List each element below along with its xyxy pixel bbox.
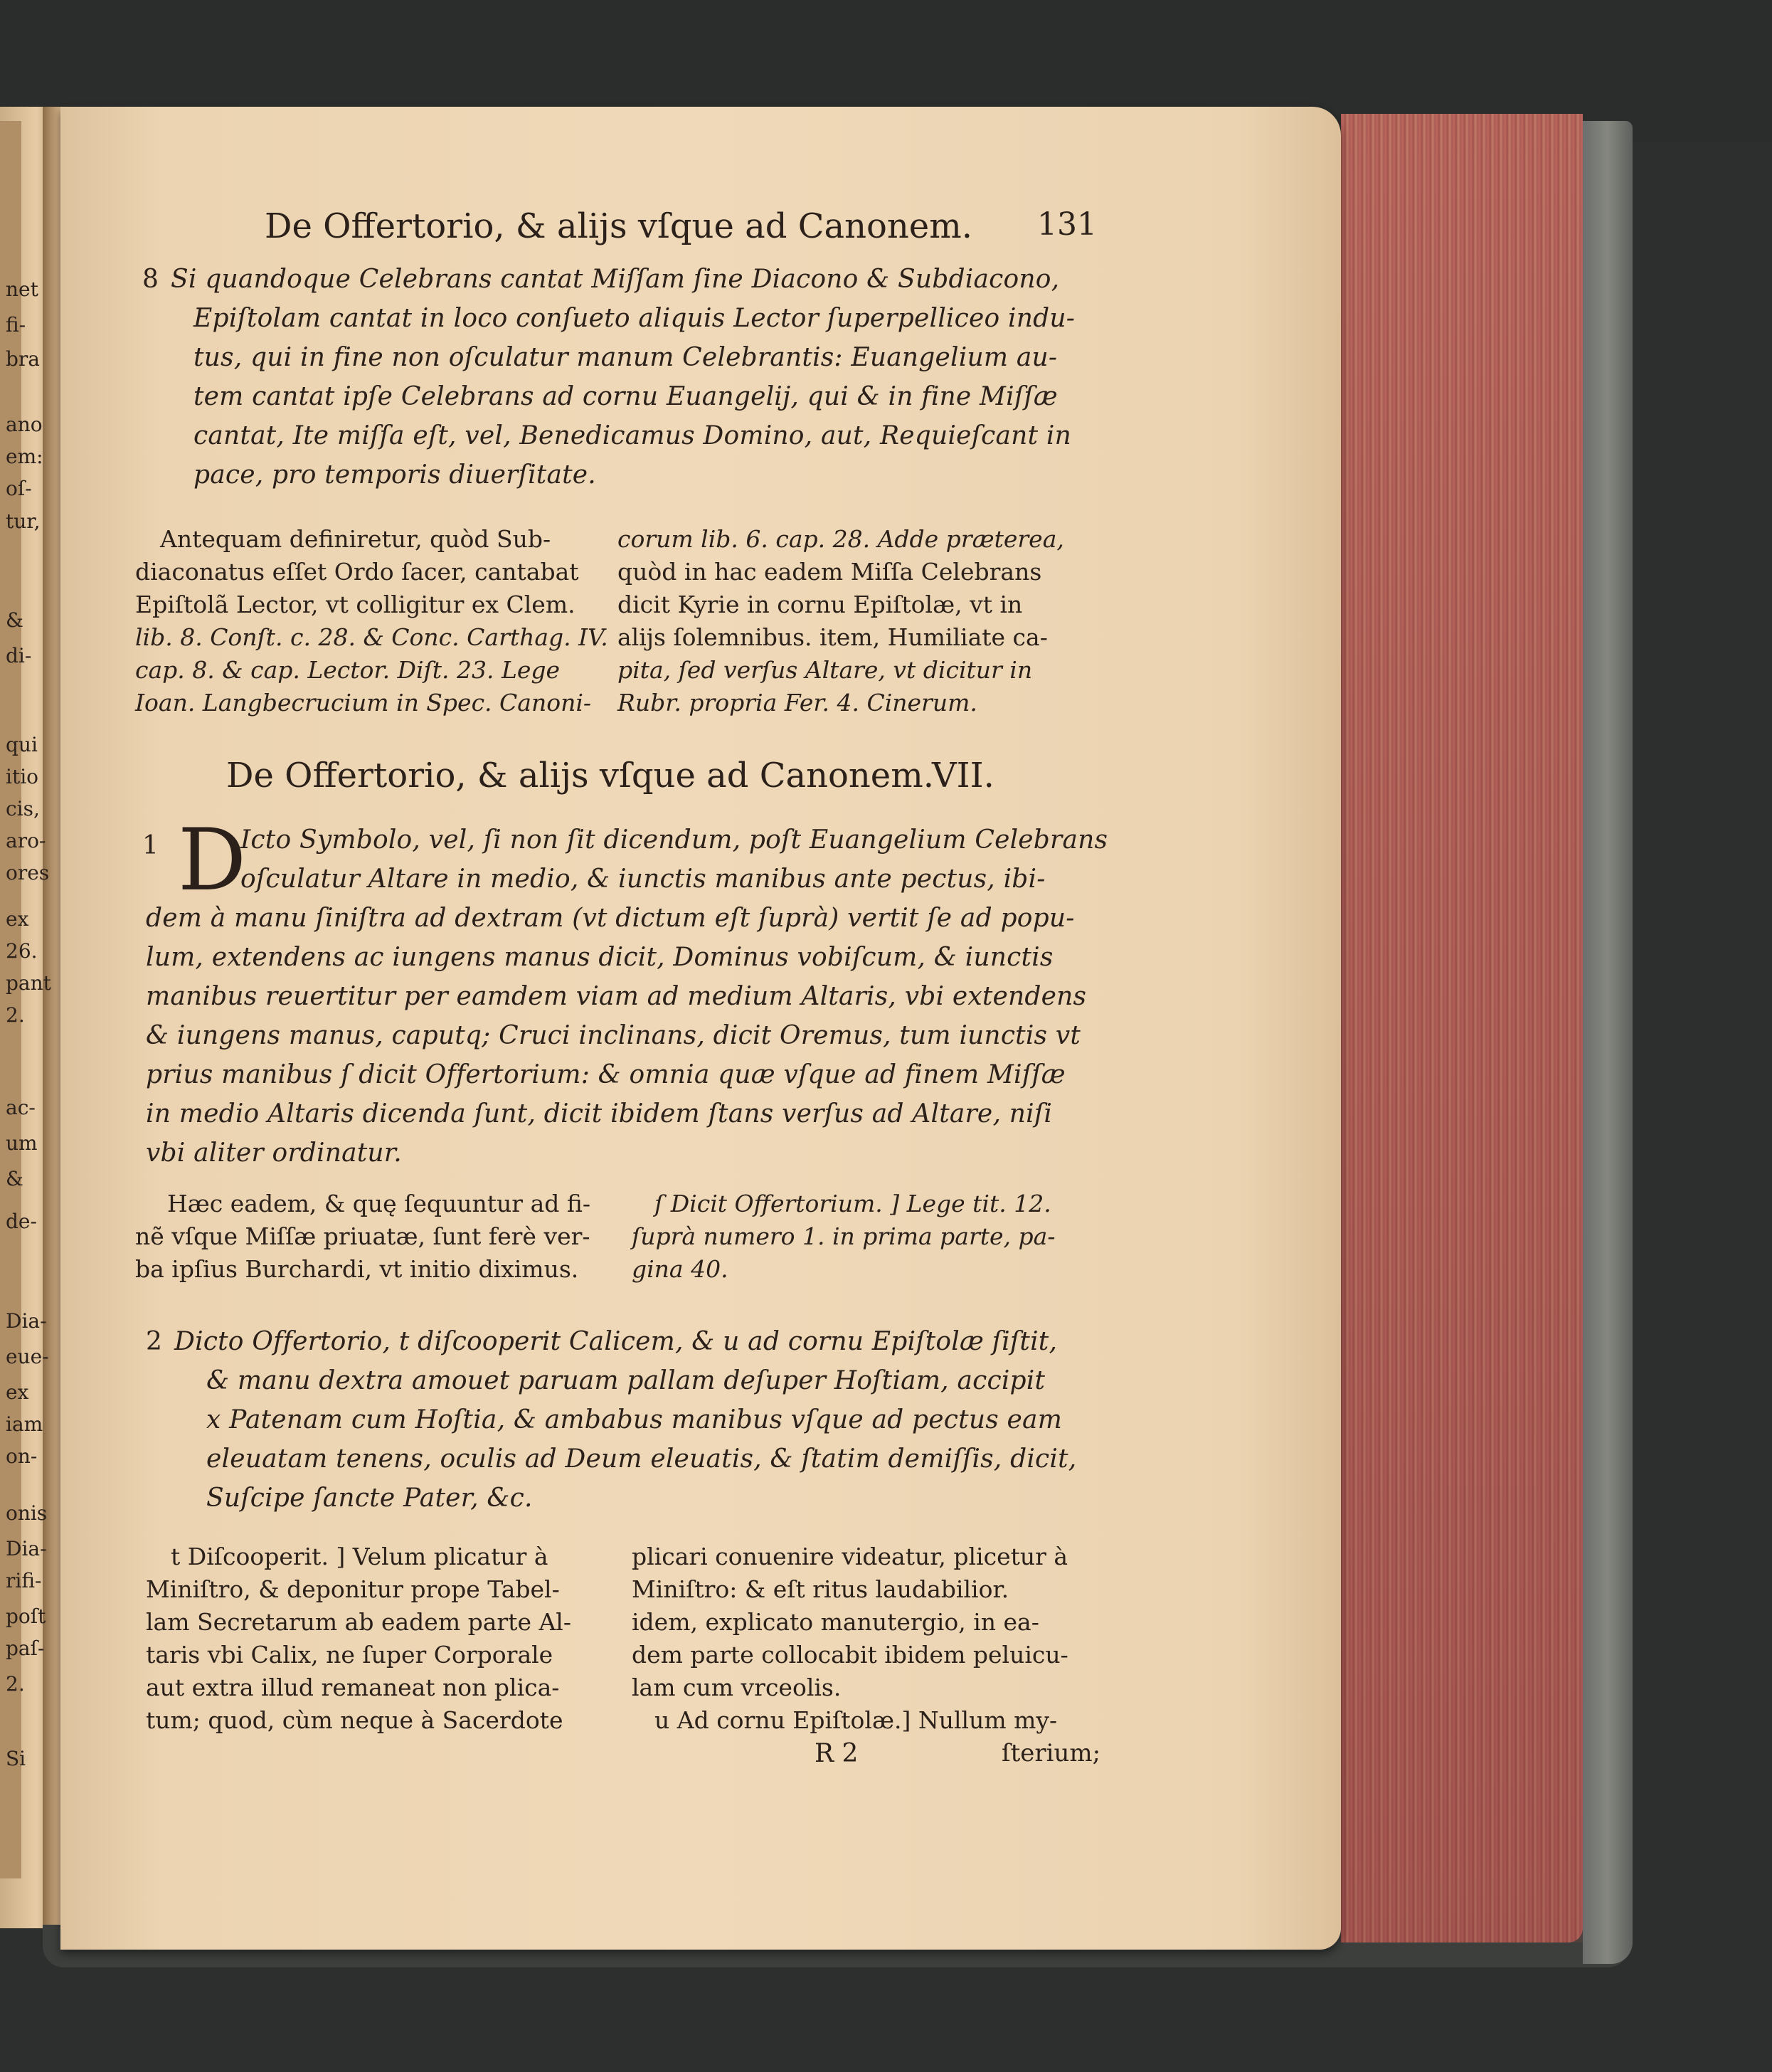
running-title: De Offertorio, & alijs vſque ad Canonem. — [265, 206, 972, 246]
rubric-line: Suſcipe ſancte Pater, &c. — [206, 1484, 533, 1513]
commentary-line: quòd in hac eadem Miſſa Celebrans — [617, 558, 1042, 586]
commentary-line: Miniſtro, & deponitur prope Tabel- — [146, 1575, 560, 1603]
rubric-line: lum, extendens ac iungens manus dicit, Dominus vobiſcum, & iunctis — [146, 943, 1054, 972]
margin-fragment: rifi- — [6, 1569, 42, 1592]
margin-fragment: tur, — [6, 509, 41, 533]
rubric-line: tem cantat ipſe Celebrans ad cornu Euangelij, qui & in fine Miſſæ — [193, 382, 1058, 411]
signature-mark: R 2 — [815, 1739, 859, 1768]
margin-fragment: 2. — [6, 1672, 25, 1696]
commentary-line: taris vbi Calix, ne ſuper Corporale — [146, 1641, 553, 1669]
commentary-line: idem, explicato manutergio, in ea- — [632, 1608, 1039, 1636]
rubric-line: Dicto Offertorio, t diſcooperit Calicem, & u ad cornu Epiſtolæ ſiſtit, — [174, 1327, 1058, 1356]
rubric-line: & iungens manus, caputq; Cruci inclinans, dicit Oremus, tum iunctis vt — [146, 1021, 1081, 1050]
rubric-line: x Patenam cum Hoſtia, & ambabus manibus vſque ad pectus eam — [206, 1405, 1063, 1434]
drop-cap: D — [178, 811, 247, 910]
rubric-number: 8 — [142, 265, 159, 294]
commentary-line: dem parte collocabit ibidem peluicu- — [632, 1641, 1068, 1669]
margin-fragment: Dia- — [6, 1309, 47, 1333]
commentary-line: corum lib. 6. cap. 28. Adde præterea, — [617, 525, 1064, 553]
rubric-line: vbi aliter ordinatur. — [146, 1138, 402, 1168]
commentary-line: cap. 8. & cap. Lector. Diſt. 23. Lege — [135, 656, 561, 684]
commentary-line: gina 40. — [632, 1255, 728, 1283]
margin-fragment: itio — [6, 765, 39, 788]
rubric-line: Icto Symbolo, vel, ſi non ſit dicendum, poſt Euangelium Celebrans — [240, 825, 1108, 855]
margin-fragment: ano — [6, 413, 43, 436]
margin-fragment: paſ- — [6, 1637, 45, 1660]
rubric-line: Epiſtolam cantat in loco conſueto aliquis Lector ſuperpelliceo indu- — [193, 304, 1076, 333]
commentary-line: Antequam definiretur, quòd Sub- — [160, 525, 551, 553]
commentary-line: dicit Kyrie in cornu Epiſtolæ, vt in — [617, 591, 1023, 618]
margin-fragment: ores — [6, 861, 50, 884]
margin-fragment: bra — [6, 347, 41, 371]
rubric-line: in medio Altaris dicenda ſunt, dicit ibidem ſtans verſus ad Altare, niſi — [146, 1099, 1053, 1128]
commentary-line: alijs ſolemnibus. item, Humiliate ca- — [617, 623, 1048, 651]
margin-fragment: um — [6, 1131, 38, 1155]
commentary-line: Miniſtro: & eſt ritus laudabilior. — [632, 1575, 1009, 1603]
margin-fragment: ex — [6, 1380, 29, 1404]
margin-fragment: fi- — [6, 313, 26, 337]
margin-fragment: di- — [6, 644, 32, 667]
margin-fragment: net — [6, 278, 38, 301]
commentary-line: Hæc eadem, & quę ſequuntur ad fi- — [167, 1190, 591, 1217]
book-cover-spine — [1583, 121, 1633, 1964]
margin-fragment: & — [6, 608, 23, 632]
commentary-line: ſ Dicit Offertorium. ] Lege tit. 12. — [654, 1190, 1051, 1217]
commentary-line: lib. 8. Conſt. c. 28. & Conc. Carthag. IV. — [135, 623, 608, 651]
margin-fragment: oſ- — [6, 477, 32, 500]
section-numeral: VII. — [932, 756, 994, 796]
commentary-line: plicari conuenire videatur, plicetur à — [632, 1543, 1068, 1570]
margin-fragment: on- — [6, 1444, 38, 1468]
commentary-line: u Ad cornu Epiſtolæ.] Nullum my- — [654, 1706, 1058, 1734]
rubric-line: manibus reuertitur per eamdem viam ad medium Altaris, vbi extendens — [146, 982, 1087, 1011]
commentary-line: lam Secretarum ab eadem parte Al- — [146, 1608, 571, 1636]
rubric-line: oſculatur Altare in medio, & iunctis manibus ante pectus, ibi- — [240, 865, 1046, 894]
commentary-line: diaconatus eſſet Ordo ſacer, cantabat — [135, 558, 579, 586]
rubric-line: tus, qui in fine non oſculatur manum Celebrantis: Euangelium au- — [193, 343, 1058, 372]
margin-fragment: cis, — [6, 797, 40, 820]
rubric-line: dem à manu ſiniſtra ad dextram (vt dictum eſt ſuprà) vertit ſe ad popu- — [146, 904, 1075, 933]
commentary-line: pita, ſed verſus Altare, vt dicitur in — [617, 656, 1033, 684]
rubric-line: & manu dextra amouet paruam pallam deſuper Hoſtiam, accipit — [206, 1366, 1046, 1395]
margin-fragment: poſt — [6, 1605, 46, 1628]
margin-fragment: & — [6, 1167, 23, 1190]
commentary-line: Epiſtolã Lector, vt colligitur ex Clem. — [135, 591, 575, 618]
catchword: ſterium; — [1002, 1739, 1101, 1767]
margin-fragment: aro- — [6, 829, 46, 852]
commentary-line: nẽ vſque Miſſæ priuatæ, ſunt ferè ver- — [135, 1222, 590, 1250]
page-block-edge — [1341, 114, 1583, 1942]
commentary-line: lam cum vrceolis. — [632, 1674, 842, 1701]
commentary-line: aut extra illud remaneat non plica- — [146, 1674, 560, 1701]
rubric-line: Si quandoque Celebrans cantat Miſſam ſine Diacono & Subdiacono, — [171, 265, 1060, 294]
margin-fragment: Si — [6, 1747, 26, 1770]
commentary-line: tum; quod, cùm neque à Sacerdote — [146, 1706, 563, 1734]
rubric-line: prius manibus ſ dicit Offertorium: & omnia quæ vſque ad finem Miſſæ — [146, 1060, 1066, 1089]
commentary-line: Ioan. Langbecrucium in Spec. Canoni- — [135, 689, 592, 717]
margin-fragment: qui — [6, 733, 38, 756]
page-number: 131 — [1037, 206, 1097, 243]
rubric-number: 1 — [142, 831, 159, 860]
rubric-line: cantat, Ite miſſa eſt, vel, Benedicamus Domino, aut, Requieſcant in — [193, 421, 1071, 450]
margin-fragment: ac- — [6, 1096, 36, 1119]
commentary-line: Rubr. propria Fer. 4. Cinerum. — [617, 689, 977, 717]
rubric-number: 2 — [146, 1327, 163, 1356]
margin-fragment: 26. — [6, 939, 38, 963]
commentary-line: ſuprà numero 1. in prima parte, pa- — [632, 1222, 1056, 1250]
rubric-line: pace, pro temporis diuerſitate. — [193, 460, 596, 490]
commentary-line: t Diſcooperit. ] Velum plicatur à — [171, 1543, 548, 1570]
margin-fragment: iam — [6, 1412, 43, 1436]
commentary-line: ba ipſius Burchardi, vt initio diximus. — [135, 1255, 579, 1283]
margin-fragment: 2. — [6, 1003, 25, 1027]
margin-fragment: Dia- — [6, 1537, 47, 1560]
margin-fragment: pant — [6, 971, 51, 995]
section-title: De Offertorio, & alijs vſque ad Canonem. — [226, 756, 934, 796]
margin-fragment: em: — [6, 445, 43, 468]
margin-fragment: de- — [6, 1210, 37, 1233]
margin-fragment: onis — [6, 1501, 48, 1525]
rubric-line: eleuatam tenens, oculis ad Deum eleuatis, & ſtatim demiſſis, dicit, — [206, 1444, 1077, 1474]
margin-fragment: eue- — [6, 1345, 49, 1368]
margin-fragment: ex — [6, 907, 29, 931]
